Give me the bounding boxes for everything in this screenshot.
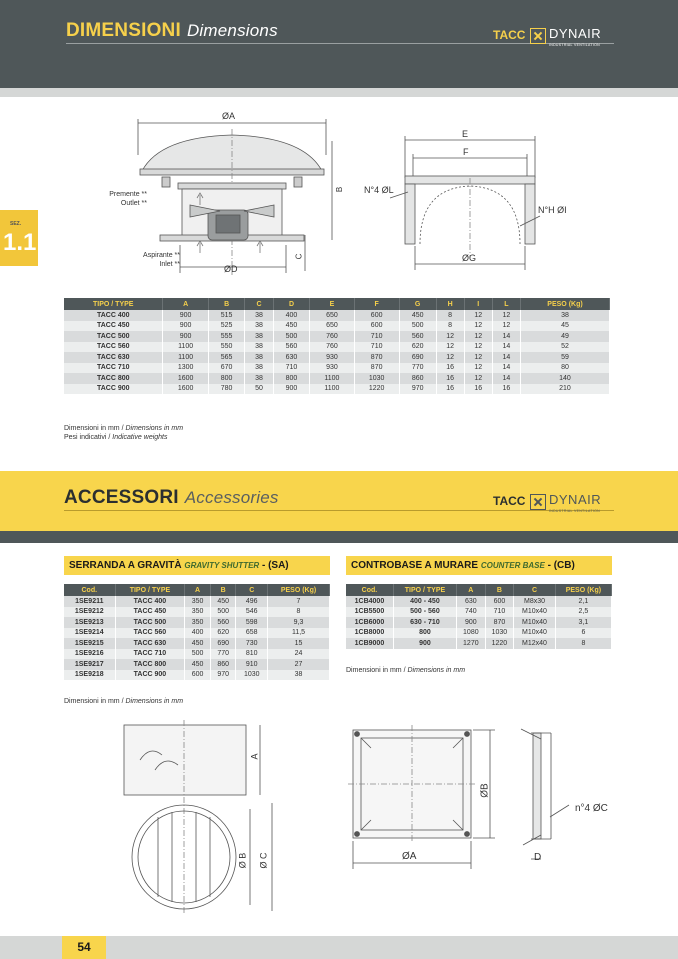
table-cell: 1SE9215: [64, 638, 115, 649]
column-header: TIPO / TYPE: [115, 584, 185, 596]
table-cell: 400 - 450: [393, 596, 456, 607]
counter-base-table: [346, 584, 612, 649]
column-header: TIPO / TYPE: [64, 298, 163, 310]
page-title-en: Dimensions: [186, 21, 278, 40]
counter-base-title-it: CONTROBASE A MURARE: [351, 560, 481, 571]
table-cell: 860: [210, 659, 236, 670]
table-cell: 870: [485, 617, 514, 628]
column-header: C: [514, 584, 556, 596]
table-cell: 690: [210, 638, 236, 649]
table-cell: 500: [185, 649, 211, 660]
table-row: [64, 373, 610, 384]
table-cell: 140: [520, 373, 609, 384]
table-cell: 400: [185, 628, 211, 639]
table-cell: 210: [520, 384, 609, 395]
shutter-dim-b: Ø B: [237, 852, 248, 869]
table-cell: 450: [185, 659, 211, 670]
table-cell: 11,5: [268, 628, 330, 639]
table-cell: 450: [185, 638, 211, 649]
table-cell: 525: [208, 321, 245, 332]
table-cell: 400: [273, 310, 310, 321]
table-cell: 12: [464, 373, 492, 384]
table-cell: 49: [520, 331, 609, 342]
column-header: C: [245, 298, 273, 310]
counter-base-note: [346, 666, 465, 675]
table-cell: TACC 900: [64, 384, 163, 395]
holes-h-label: N°H ØI: [538, 205, 567, 215]
table-cell: 14: [492, 352, 520, 363]
table-cell: M10x40: [514, 607, 556, 618]
table-cell: 8: [436, 310, 464, 321]
table-cell: 12: [492, 321, 520, 332]
table-cell: 14: [492, 373, 520, 384]
table-cell: 800: [208, 373, 245, 384]
table-cell: 900: [393, 638, 456, 649]
table-row: [64, 649, 330, 660]
table-row: [64, 617, 330, 628]
table-cell: 900: [163, 331, 208, 342]
table-cell: 650: [310, 321, 354, 332]
dynair-logo-icon: [530, 28, 546, 44]
shutter-note-it: Dimensioni in mm /: [64, 698, 126, 705]
table-row: [64, 638, 330, 649]
outlet-label-en: Outlet **: [120, 200, 147, 207]
accessories-logo-icon: [530, 494, 546, 510]
accessories-model-label: TACC: [493, 494, 526, 508]
table-cell: 350: [185, 596, 211, 607]
column-header: A: [163, 298, 208, 310]
table-row: [64, 352, 610, 363]
accessories-title-it: ACCESSORI: [64, 487, 179, 508]
table-cell: TACC 500: [64, 331, 163, 342]
counter-base-title-code: - (CB): [544, 560, 575, 571]
table-cell: 12: [464, 321, 492, 332]
column-header: A: [185, 584, 211, 596]
table-cell: 620: [210, 628, 236, 639]
column-header: G: [399, 298, 436, 310]
table-cell: 560: [399, 331, 436, 342]
main-note-2-en: Indicative weights: [112, 434, 168, 441]
shutter-title-it: SERRANDA A GRAVITÀ: [69, 560, 185, 571]
table-cell: 24: [268, 649, 330, 660]
table-cell: 565: [208, 352, 245, 363]
table-row: [64, 670, 330, 681]
counter-base-note-it: Dimensioni in mm /: [346, 667, 408, 674]
table-row: [64, 363, 610, 374]
table-cell: TACC 400: [64, 310, 163, 321]
dim-f-label: F: [463, 147, 469, 157]
table-cell: 1SE9216: [64, 649, 115, 660]
table-cell: 1080: [457, 628, 486, 639]
table-cell: 710: [485, 607, 514, 618]
table-cell: 930: [310, 352, 354, 363]
dim-d-label: ØD: [224, 264, 238, 274]
dim-b-label: B: [335, 186, 345, 193]
table-cell: 1100: [310, 373, 354, 384]
shutter-title-code: - (SA): [259, 560, 289, 571]
table-cell: 690: [399, 352, 436, 363]
table-cell: 900: [457, 617, 486, 628]
table-cell: M8x30: [514, 596, 556, 607]
column-header: L: [492, 298, 520, 310]
table-cell: 710: [354, 342, 399, 353]
table-cell: 500 - 560: [393, 607, 456, 618]
table-cell: 16: [464, 384, 492, 395]
main-note-2: Pesi indicativi /: [64, 434, 113, 441]
table-cell: 800: [273, 373, 310, 384]
accessories-title-en: Accessories: [184, 488, 279, 507]
model-label: TACC: [493, 28, 526, 42]
table-cell: 496: [236, 596, 268, 607]
page-number: 54: [62, 936, 106, 959]
table-cell: 350: [185, 617, 211, 628]
table-cell: 620: [399, 342, 436, 353]
table-cell: 670: [208, 363, 245, 374]
table-cell: 52: [520, 342, 609, 353]
accessories-logo-word: DYNAIR: [549, 492, 602, 507]
table-cell: 760: [310, 331, 354, 342]
table-cell: 59: [520, 352, 609, 363]
table-cell: 1030: [354, 373, 399, 384]
dim-c-label: C: [294, 253, 304, 260]
table-cell: 1SE9212: [64, 607, 115, 618]
table-cell: 600: [185, 670, 211, 681]
table-row: [64, 628, 330, 639]
counter-base-dim-b: ØB: [479, 783, 491, 798]
column-header: C: [236, 584, 268, 596]
table-cell: 38: [245, 342, 273, 353]
table-row: [64, 596, 330, 607]
column-header: PESO (Kg): [520, 298, 609, 310]
table-cell: 3,1: [555, 617, 611, 628]
table-cell: 12: [436, 342, 464, 353]
table-cell: 546: [236, 607, 268, 618]
table-cell: 800: [393, 628, 456, 639]
table-cell: 560: [273, 342, 310, 353]
table-row: [64, 331, 610, 342]
table-row: [64, 321, 610, 332]
table-cell: 450: [273, 321, 310, 332]
table-cell: 500: [210, 607, 236, 618]
table-cell: 630 - 710: [393, 617, 456, 628]
table-cell: 730: [236, 638, 268, 649]
accessories-logo: [530, 491, 601, 513]
table-cell: 450: [210, 596, 236, 607]
table-cell: 2,1: [555, 596, 611, 607]
table-cell: M10x40: [514, 617, 556, 628]
table-cell: TACC 450: [115, 607, 185, 618]
table-cell: 650: [310, 310, 354, 321]
table-cell: TACC 560: [64, 342, 163, 353]
shutter-note-en: Dimensions in mm: [125, 698, 184, 705]
header-stripe: [0, 88, 678, 97]
shutter-note: [64, 697, 183, 706]
accessories-logo-sub: INDUSTRIAL VENTILATION: [549, 509, 600, 513]
table-cell: 658: [236, 628, 268, 639]
table-row: [64, 607, 330, 618]
table-cell: 16: [492, 384, 520, 395]
table-row: [346, 628, 612, 639]
column-header: B: [210, 584, 236, 596]
table-cell: 600: [354, 310, 399, 321]
table-cell: 38: [520, 310, 609, 321]
counter-base-note-en: Dimensions in mm: [407, 667, 466, 674]
table-cell: 350: [185, 607, 211, 618]
column-header: B: [485, 584, 514, 596]
shutter-dim-c: Ø C: [258, 852, 269, 869]
table-cell: 560: [210, 617, 236, 628]
table-cell: 38: [245, 363, 273, 374]
table-cell: 45: [520, 321, 609, 332]
column-header: B: [208, 298, 245, 310]
table-cell: 500: [273, 331, 310, 342]
table-cell: 1CB4000: [346, 596, 393, 607]
table-cell: 16: [436, 384, 464, 395]
section-tab-number: 1.1: [3, 229, 37, 256]
table-cell: 1SE9213: [64, 617, 115, 628]
shutter-side-view: [124, 725, 246, 795]
table-cell: 8: [268, 607, 330, 618]
table-cell: 870: [354, 363, 399, 374]
dim-g-label: ØG: [462, 253, 477, 263]
table-cell: 16: [436, 373, 464, 384]
inlet-label: [134, 251, 180, 269]
page-title-it: DIMENSIONI: [66, 20, 181, 41]
column-header: Cod.: [64, 584, 115, 596]
shutter-title-en: GRAVITY SHUTTER: [184, 561, 260, 570]
column-header: Cod.: [346, 584, 393, 596]
table-cell: 500: [399, 321, 436, 332]
table-cell: 970: [399, 384, 436, 395]
table-row: [346, 596, 612, 607]
table-cell: TACC 630: [64, 352, 163, 363]
table-cell: 450: [399, 310, 436, 321]
outlet-label-it: Premente **: [109, 191, 147, 198]
column-header: E: [310, 298, 354, 310]
table-cell: 555: [208, 331, 245, 342]
table-cell: 870: [354, 352, 399, 363]
table-cell: TACC 710: [115, 649, 185, 660]
table-cell: 860: [399, 373, 436, 384]
table-cell: 770: [399, 363, 436, 374]
table-cell: 770: [210, 649, 236, 660]
shutter-drawing: [110, 715, 300, 915]
table-cell: M12x40: [514, 638, 556, 649]
table-cell: 1SE9214: [64, 628, 115, 639]
column-header: TIPO / TYPE: [393, 584, 456, 596]
table-cell: 8: [436, 321, 464, 332]
inlet-label-it: Aspirante **: [143, 252, 180, 259]
table-cell: 970: [210, 670, 236, 681]
table-cell: 740: [457, 607, 486, 618]
table-cell: 38: [245, 373, 273, 384]
table-cell: 1300: [163, 363, 208, 374]
table-cell: TACC 800: [115, 659, 185, 670]
shutter-dim-a: A: [249, 753, 260, 760]
table-cell: 15: [268, 638, 330, 649]
table-cell: 1SE9211: [64, 596, 115, 607]
table-cell: 550: [208, 342, 245, 353]
table-cell: 12: [492, 310, 520, 321]
counter-base-side: [533, 733, 541, 839]
table-cell: 1SE9217: [64, 659, 115, 670]
column-header: PESO (Kg): [555, 584, 611, 596]
accessories-title: [64, 487, 279, 509]
table-cell: 1100: [163, 352, 208, 363]
table-cell: 900: [163, 321, 208, 332]
table-cell: 910: [236, 659, 268, 670]
table-cell: TACC 500: [115, 617, 185, 628]
table-row: [64, 659, 330, 670]
table-cell: 8: [555, 638, 611, 649]
table-cell: TACC 630: [115, 638, 185, 649]
column-header: PESO (Kg): [268, 584, 330, 596]
dim-a-label: ØA: [222, 111, 236, 121]
main-note-1: Dimensioni in mm /: [64, 425, 126, 432]
column-header: F: [354, 298, 399, 310]
column-header: A: [457, 584, 486, 596]
table-cell: 630: [457, 596, 486, 607]
logo-sub: INDUSTRIAL VENTILATION: [549, 43, 600, 47]
table-cell: 14: [492, 331, 520, 342]
table-cell: 900: [273, 384, 310, 395]
table-cell: 710: [273, 363, 310, 374]
table-cell: 16: [436, 363, 464, 374]
logo-word: DYNAIR: [549, 26, 602, 41]
column-header: H: [436, 298, 464, 310]
table-cell: 630: [273, 352, 310, 363]
table-cell: TACC 560: [115, 628, 185, 639]
counter-base-holes: n°4 ØC: [575, 803, 608, 814]
table-row: [346, 638, 612, 649]
table-cell: 14: [492, 363, 520, 374]
page-title: [66, 20, 278, 42]
table-cell: 760: [310, 342, 354, 353]
table-cell: 1CB8000: [346, 628, 393, 639]
inlet-label-en: Inlet **: [159, 261, 180, 268]
table-cell: TACC 800: [64, 373, 163, 384]
table-cell: 515: [208, 310, 245, 321]
table-cell: 38: [268, 670, 330, 681]
section-tab: [0, 210, 38, 266]
column-header: D: [273, 298, 310, 310]
table-cell: 38: [245, 321, 273, 332]
table-cell: 1270: [457, 638, 486, 649]
table-cell: 80: [520, 363, 609, 374]
main-dimension-table: [64, 298, 610, 394]
table-cell: 1CB6000: [346, 617, 393, 628]
table-cell: 12: [464, 331, 492, 342]
table-cell: 38: [245, 331, 273, 342]
table-row: [346, 607, 612, 618]
table-cell: 1030: [236, 670, 268, 681]
table-cell: 1SE9218: [64, 670, 115, 681]
counter-base-dim-a: ØA: [402, 851, 417, 862]
outlet-label: [107, 190, 147, 208]
shutter-table: [64, 584, 330, 680]
table-cell: 1220: [485, 638, 514, 649]
table-cell: 1CB9000: [346, 638, 393, 649]
main-note: [64, 424, 183, 442]
dynair-logo: [530, 25, 601, 47]
table-cell: TACC 900: [115, 670, 185, 681]
counter-base-dim-d: D: [534, 852, 542, 863]
table-cell: 930: [310, 363, 354, 374]
table-cell: M10x40: [514, 628, 556, 639]
holes-l-label: N°4 ØL: [364, 185, 394, 195]
table-cell: 38: [245, 310, 273, 321]
table-cell: 900: [163, 310, 208, 321]
dim-e-label: E: [462, 129, 469, 139]
counter-base-title: [346, 556, 612, 575]
table-cell: 1600: [163, 384, 208, 395]
table-cell: 1600: [163, 373, 208, 384]
table-cell: 7: [268, 596, 330, 607]
accessories-stripe: [0, 531, 678, 543]
table-cell: 12: [464, 310, 492, 321]
table-cell: 600: [354, 321, 399, 332]
table-row: [64, 342, 610, 353]
base-drawing: [380, 128, 580, 278]
table-cell: 12: [464, 363, 492, 374]
table-cell: 12: [464, 342, 492, 353]
table-cell: 598: [236, 617, 268, 628]
counter-base-title-en: COUNTER BASE: [480, 561, 545, 570]
table-cell: 6: [555, 628, 611, 639]
table-cell: 710: [354, 331, 399, 342]
table-cell: 1220: [354, 384, 399, 395]
table-cell: 2,5: [555, 607, 611, 618]
table-row: [346, 617, 612, 628]
section-tab-label: SEZ.: [10, 221, 22, 227]
table-row: [64, 310, 610, 321]
column-header: I: [464, 298, 492, 310]
table-cell: 600: [485, 596, 514, 607]
table-cell: 1100: [310, 384, 354, 395]
table-cell: 12: [436, 331, 464, 342]
table-cell: 1100: [163, 342, 208, 353]
table-cell: 50: [245, 384, 273, 395]
table-cell: TACC 710: [64, 363, 163, 374]
main-note-1-en: Dimensions in mm: [125, 425, 184, 432]
table-cell: 27: [268, 659, 330, 670]
table-cell: 1030: [485, 628, 514, 639]
table-cell: 12: [464, 352, 492, 363]
table-cell: TACC 450: [64, 321, 163, 332]
shutter-title: [64, 556, 330, 575]
table-cell: 1CB5500: [346, 607, 393, 618]
table-cell: 810: [236, 649, 268, 660]
table-cell: 14: [492, 342, 520, 353]
table-cell: 780: [208, 384, 245, 395]
counter-base-drawing: [345, 725, 615, 875]
table-row: [64, 384, 610, 395]
table-cell: TACC 400: [115, 596, 185, 607]
table-cell: 9,3: [268, 617, 330, 628]
table-cell: 12: [436, 352, 464, 363]
table-cell: 38: [245, 352, 273, 363]
